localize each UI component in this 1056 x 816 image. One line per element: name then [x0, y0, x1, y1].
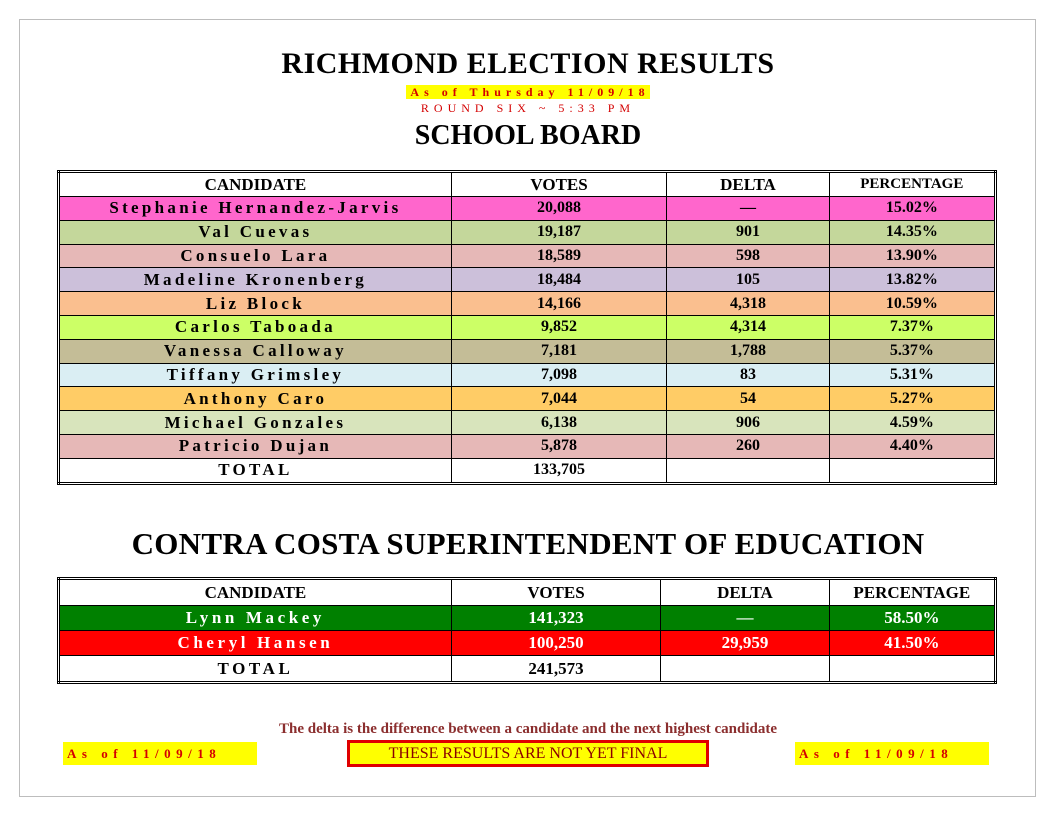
- column-header-delta: DELTA: [667, 172, 829, 197]
- candidate-delta: —: [667, 197, 829, 221]
- column-header-delta: DELTA: [661, 579, 829, 606]
- candidate-delta: 4,314: [667, 315, 829, 339]
- school-board-heading: SCHOOL BOARD: [414, 120, 642, 151]
- candidate-row: [59, 606, 996, 631]
- total-votes: 133,705: [451, 458, 666, 483]
- total-label: TOTAL: [59, 656, 452, 683]
- page-title: RICHMOND ELECTION RESULTS: [281, 47, 775, 80]
- candidate-delta: 901: [667, 220, 829, 244]
- total-label: TOTAL: [59, 458, 452, 483]
- candidate-name: Tiffany Grimsley: [59, 363, 452, 387]
- candidate-votes: 20,088: [451, 197, 666, 221]
- candidate-percentage: 4.59%: [829, 411, 995, 435]
- candidate-delta: 29,959: [661, 631, 829, 656]
- candidate-votes: 19,187: [451, 220, 666, 244]
- candidate-percentage: 4.40%: [829, 434, 995, 458]
- column-header-votes: VOTES: [451, 579, 660, 606]
- column-header-percentage: PERCENTAGE: [829, 172, 995, 197]
- candidate-votes: 6,138: [451, 411, 666, 435]
- candidate-delta: 83: [667, 363, 829, 387]
- candidate-percentage: 5.37%: [829, 339, 995, 363]
- candidate-row: [59, 631, 996, 656]
- candidate-row: [59, 268, 996, 292]
- candidate-percentage: 10.59%: [829, 292, 995, 316]
- candidate-votes: 7,044: [451, 387, 666, 411]
- candidate-name: Patricio Dujan: [59, 434, 452, 458]
- candidate-votes: 9,852: [451, 315, 666, 339]
- candidate-row: [59, 220, 996, 244]
- total-percentage: [829, 656, 995, 683]
- candidate-name: Lynn Mackey: [59, 606, 452, 631]
- candidate-delta: 54: [667, 387, 829, 411]
- total-percentage: [829, 458, 995, 483]
- total-delta: [667, 458, 829, 483]
- candidate-votes: 7,098: [451, 363, 666, 387]
- candidate-row: [59, 339, 996, 363]
- column-header-candidate: CANDIDATE: [59, 172, 452, 197]
- candidate-percentage: 13.90%: [829, 244, 995, 268]
- table-header-row: [59, 172, 996, 197]
- candidate-votes: 14,166: [451, 292, 666, 316]
- column-header-candidate: CANDIDATE: [59, 579, 452, 606]
- candidate-delta: 105: [667, 268, 829, 292]
- as-of-badge-right: As of 11/09/18: [795, 742, 989, 765]
- candidate-name: Vanessa Calloway: [59, 339, 452, 363]
- candidate-percentage: 7.37%: [829, 315, 995, 339]
- candidate-row: [59, 411, 996, 435]
- as-of-date-text: As of Thursday 11/09/18: [406, 85, 649, 99]
- candidate-delta: 260: [667, 434, 829, 458]
- candidate-delta: —: [661, 606, 829, 631]
- candidate-row: [59, 292, 996, 316]
- candidate-row: [59, 244, 996, 268]
- candidate-delta: 1,788: [667, 339, 829, 363]
- candidate-percentage: 5.31%: [829, 363, 995, 387]
- candidate-delta: 598: [667, 244, 829, 268]
- candidate-percentage: 41.50%: [829, 631, 995, 656]
- round-label: ROUND SIX ~ 5:33 PM: [420, 101, 636, 115]
- not-final-notice: THESE RESULTS ARE NOT YET FINAL: [347, 740, 709, 767]
- total-row: [59, 656, 996, 683]
- candidate-name: Madeline Kronenberg: [59, 268, 452, 292]
- candidate-votes: 18,589: [451, 244, 666, 268]
- candidate-row: [59, 387, 996, 411]
- superintendent-rows: [59, 606, 996, 656]
- as-of-date-banner: [0, 84, 1056, 100]
- table-header-row: [59, 579, 996, 606]
- candidate-votes: 100,250: [451, 631, 660, 656]
- candidate-delta: 906: [667, 411, 829, 435]
- candidate-percentage: 14.35%: [829, 220, 995, 244]
- delta-footnote: The delta is the difference between a candidate and the next highest candidate: [278, 721, 778, 737]
- superintendent-heading: CONTRA COSTA SUPERINTENDENT OF EDUCATION: [131, 526, 925, 561]
- candidate-name: Stephanie Hernandez-Jarvis: [59, 197, 452, 221]
- candidate-votes: 7,181: [451, 339, 666, 363]
- candidate-percentage: 58.50%: [829, 606, 995, 631]
- column-header-votes: VOTES: [451, 172, 666, 197]
- superintendent-table: [57, 577, 997, 684]
- school-board-rows: [59, 197, 996, 459]
- total-delta: [661, 656, 829, 683]
- candidate-votes: 5,878: [451, 434, 666, 458]
- candidate-row: [59, 197, 996, 221]
- candidate-votes: 18,484: [451, 268, 666, 292]
- candidate-name: Liz Block: [59, 292, 452, 316]
- total-votes: 241,573: [451, 656, 660, 683]
- column-header-percentage: PERCENTAGE: [829, 579, 995, 606]
- candidate-name: Anthony Caro: [59, 387, 452, 411]
- candidate-delta: 4,318: [667, 292, 829, 316]
- candidate-row: [59, 363, 996, 387]
- candidate-name: Cheryl Hansen: [59, 631, 452, 656]
- candidate-row: [59, 434, 996, 458]
- candidate-row: [59, 315, 996, 339]
- total-row: [59, 458, 996, 483]
- candidate-name: Val Cuevas: [59, 220, 452, 244]
- as-of-badge-left: As of 11/09/18: [63, 742, 257, 765]
- candidate-percentage: 5.27%: [829, 387, 995, 411]
- candidate-percentage: 15.02%: [829, 197, 995, 221]
- candidate-votes: 141,323: [451, 606, 660, 631]
- candidate-name: Consuelo Lara: [59, 244, 452, 268]
- school-board-table: [57, 170, 997, 485]
- candidate-name: Carlos Taboada: [59, 315, 452, 339]
- candidate-percentage: 13.82%: [829, 268, 995, 292]
- candidate-name: Michael Gonzales: [59, 411, 452, 435]
